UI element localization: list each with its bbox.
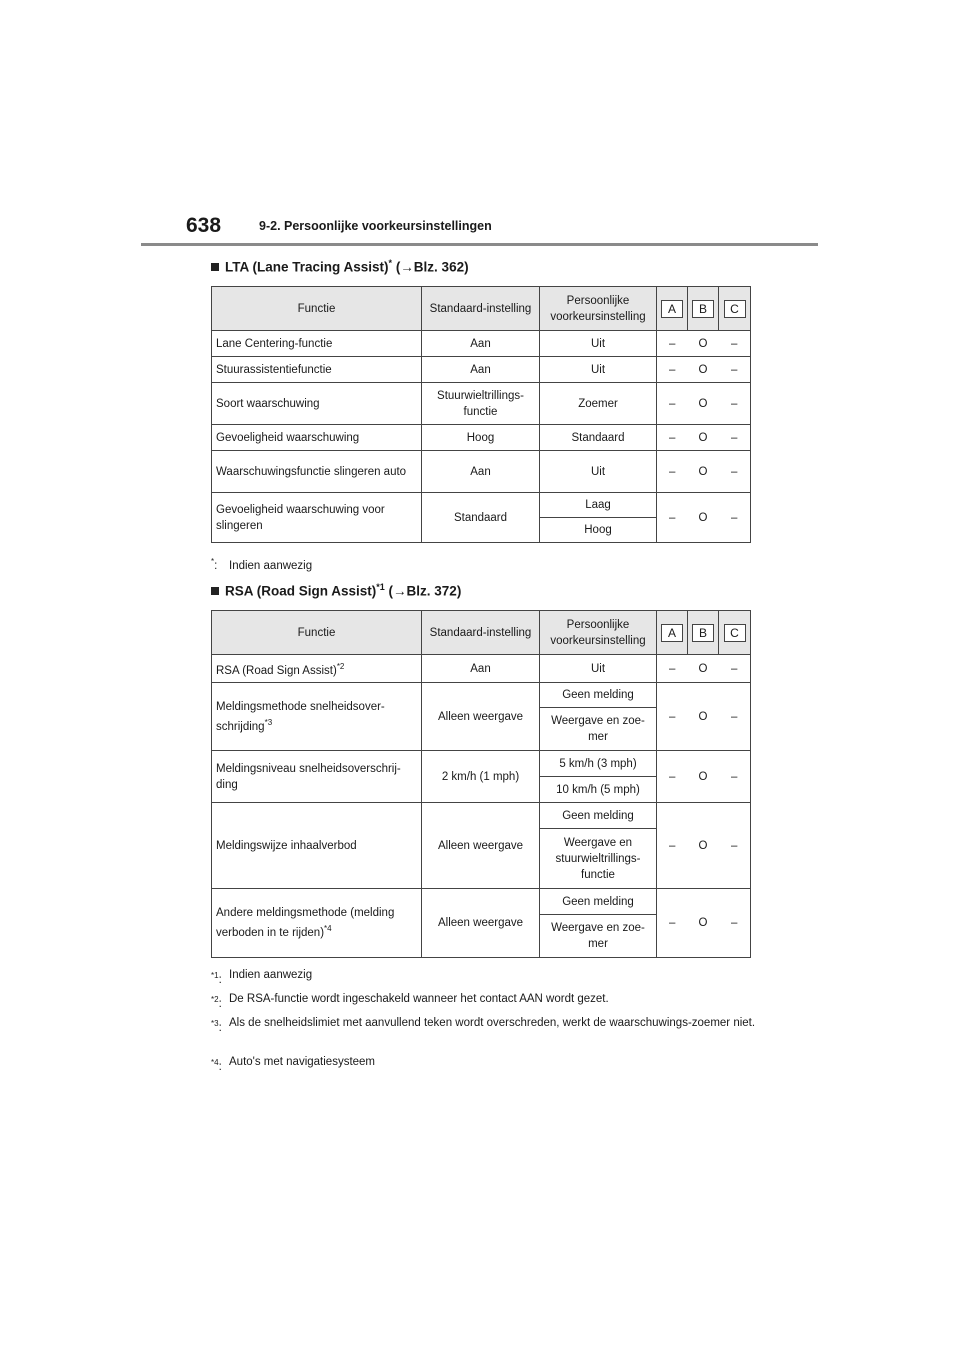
cell-c: – — [719, 751, 751, 803]
table-row — [212, 683, 751, 708]
col-header-a: A — [657, 287, 688, 331]
cell-persoonlijk: Uit — [540, 331, 657, 357]
cell-persoonlijk: Uit — [540, 451, 657, 493]
cell-persoonlijk: Uit — [540, 357, 657, 383]
table-row — [212, 493, 751, 518]
section-title-sup: * — [388, 258, 393, 268]
square-bullet-icon — [211, 587, 219, 595]
cell-standaard: Stuurwieltrillings-functie — [422, 383, 540, 425]
cell-persoonlijk: Uit — [540, 655, 657, 683]
cell-a: – — [657, 493, 688, 543]
table-row — [212, 331, 751, 357]
table-row — [212, 655, 751, 683]
cell-standaard: Alleen weergave — [422, 803, 540, 889]
section-title-text: RSA (Road Sign Assist) — [225, 583, 377, 599]
cell-a: – — [657, 383, 688, 425]
section-title-rsa — [211, 582, 461, 599]
cell-b: O — [688, 683, 719, 751]
cell-functie: Stuurassistentiefunctie — [212, 357, 422, 383]
col-header-b: B — [688, 287, 719, 331]
table-row — [212, 751, 751, 777]
section-title-text: LTA (Lane Tracing Assist) — [225, 259, 389, 275]
cell-persoonlijk: Weergave en stuurwieltrillings-functie — [540, 829, 657, 889]
cell-a: – — [657, 803, 688, 889]
section-title-lta — [211, 258, 469, 275]
col-header-b: B — [688, 611, 719, 655]
footnote-text: Indien aanwezig — [229, 969, 313, 981]
cell-b: O — [688, 803, 719, 889]
footnote-text: Auto's met navigatiesysteem — [229, 1056, 376, 1068]
cell-persoonlijk: Geen melding — [540, 683, 657, 708]
cell-persoonlijk: Hoog — [540, 518, 657, 543]
cell-standaard: Alleen weergave — [422, 683, 540, 751]
footnote-text: De RSA-functie wordt ingeschakeld wanneer het contact AAN wordt gezet. — [229, 993, 609, 1005]
cell-persoonlijk: 5 km/h (3 mph) — [540, 751, 657, 777]
col-header-a: A — [657, 611, 688, 655]
col-header-c: C — [719, 287, 751, 331]
cell-functie: Gevoeligheid waarschuwing voor slingeren — [212, 493, 422, 543]
cell-c: – — [719, 383, 751, 425]
cell-b: O — [688, 751, 719, 803]
footnote: $^{*4}$: Auto's met navigatiesysteem — [211, 1054, 756, 1071]
cell-b: O — [688, 451, 719, 493]
footnote-mark: *3 — [211, 1019, 219, 1028]
cell-persoonlijk: Weergave en zoe-mer — [540, 708, 657, 751]
cell-c: – — [719, 451, 751, 493]
col-header-functie: Functie — [212, 611, 422, 655]
cell-a: – — [657, 357, 688, 383]
cell-functie: Gevoeligheid waarschuwing — [212, 425, 422, 451]
cell-b: O — [688, 383, 719, 425]
footnote-mark: *1 — [211, 971, 219, 980]
footnote-mark: *2 — [211, 995, 219, 1004]
cell-a: – — [657, 683, 688, 751]
table-row — [212, 357, 751, 383]
footnote-text: Als de snelheidslimiet met aanvullend teken wordt overschreden, werkt de waarschuwings-zoemer niet. — [229, 1017, 756, 1029]
footnote: $^{*3}$: Als de snelheidslimiet met aanvullend teken wordt overschreden, werkt de waarschuwings-zoemer niet. — [211, 1017, 756, 1034]
cell-persoonlijk: Geen melding — [540, 889, 657, 915]
col-header-standaard: Standaard-instelling — [422, 287, 540, 331]
cell-c: – — [719, 331, 751, 357]
cell-standaard: Aan — [422, 655, 540, 683]
square-bullet-icon — [211, 263, 219, 271]
cell-c: – — [719, 803, 751, 889]
footnote-mark: *4 — [211, 1058, 219, 1067]
cell-a: – — [657, 331, 688, 357]
cell-c: – — [719, 425, 751, 451]
chapter-title: 9-2. Persoonlijke voorkeursinstellingen — [259, 219, 492, 233]
cell-standaard: Aan — [422, 451, 540, 493]
cell-standaard: Hoog — [422, 425, 540, 451]
cell-functie: RSA (Road Sign Assist)$^{*2}$ — [212, 655, 422, 683]
cell-functie: Meldingsmethode snelheidsover-schrijding$^{*3}$ — [212, 683, 422, 751]
col-header-persoonlijk: Persoonlijke voorkeursinstelling — [540, 287, 657, 331]
cell-standaard: 2 km/h (1 mph) — [422, 751, 540, 803]
cell-standaard: Standaard — [422, 493, 540, 543]
section-title-ref: (→Blz. 372) — [388, 583, 462, 599]
cell-functie: Andere meldingsmethode (melding verboden in te rijden)$^{*4}$ — [212, 889, 422, 958]
table-row — [212, 383, 751, 425]
cell-b: O — [688, 493, 719, 543]
table-row — [212, 451, 751, 493]
table-row — [212, 803, 751, 829]
header-rule — [141, 243, 818, 246]
footnote: $^{*2}$: De RSA-functie wordt ingeschakeld wanneer het contact AAN wordt gezet. — [211, 991, 756, 1008]
table-header-row — [212, 287, 751, 331]
cell-c: – — [719, 493, 751, 543]
cell-b: O — [688, 425, 719, 451]
table-row — [212, 425, 751, 451]
cell-b: O — [688, 331, 719, 357]
footnote: $^{*1}$: Indien aanwezig — [211, 967, 756, 984]
cell-persoonlijk: Standaard — [540, 425, 657, 451]
table-header-row — [212, 611, 751, 655]
cell-a: – — [657, 889, 688, 958]
cell-c: – — [719, 683, 751, 751]
cell-a: – — [657, 451, 688, 493]
cell-persoonlijk: 10 km/h (5 mph) — [540, 777, 657, 803]
col-header-persoonlijk: Persoonlijke voorkeursinstelling — [540, 611, 657, 655]
cell-functie: Soort waarschuwing — [212, 383, 422, 425]
cell-c: – — [719, 889, 751, 958]
section-title-sup: *1 — [376, 582, 385, 592]
cell-b: O — [688, 357, 719, 383]
footnote-mark: * — [211, 557, 215, 566]
footnote: *: Indien aanwezig — [211, 557, 313, 572]
cell-functie: Waarschuwingsfunctie slingeren auto — [212, 451, 422, 493]
rsa-table — [211, 610, 751, 958]
cell-persoonlijk: Geen melding — [540, 803, 657, 829]
cell-functie: Lane Centering-functie — [212, 331, 422, 357]
cell-b: O — [688, 889, 719, 958]
cell-persoonlijk: Zoemer — [540, 383, 657, 425]
col-header-c: C — [719, 611, 751, 655]
page-number: 638 — [186, 214, 222, 237]
cell-a: – — [657, 425, 688, 451]
table-row — [212, 889, 751, 915]
cell-c: – — [719, 357, 751, 383]
cell-persoonlijk: Weergave en zoe-mer — [540, 915, 657, 958]
cell-a: – — [657, 751, 688, 803]
cell-standaard: Aan — [422, 331, 540, 357]
cell-persoonlijk: Laag — [540, 493, 657, 518]
col-header-standaard: Standaard-instelling — [422, 611, 540, 655]
cell-b: O — [688, 655, 719, 683]
lta-table — [211, 286, 751, 543]
col-header-functie: Functie — [212, 287, 422, 331]
cell-standaard: Aan — [422, 357, 540, 383]
section-title-ref: (→Blz. 362) — [395, 259, 469, 275]
cell-c: – — [719, 655, 751, 683]
footnote-text: Indien aanwezig — [229, 559, 313, 572]
cell-functie: Meldingsniveau snelheidsoverschrij-ding — [212, 751, 422, 803]
cell-standaard: Alleen weergave — [422, 889, 540, 958]
cell-a: – — [657, 655, 688, 683]
cell-functie: Meldingswijze inhaalverbod — [212, 803, 422, 889]
